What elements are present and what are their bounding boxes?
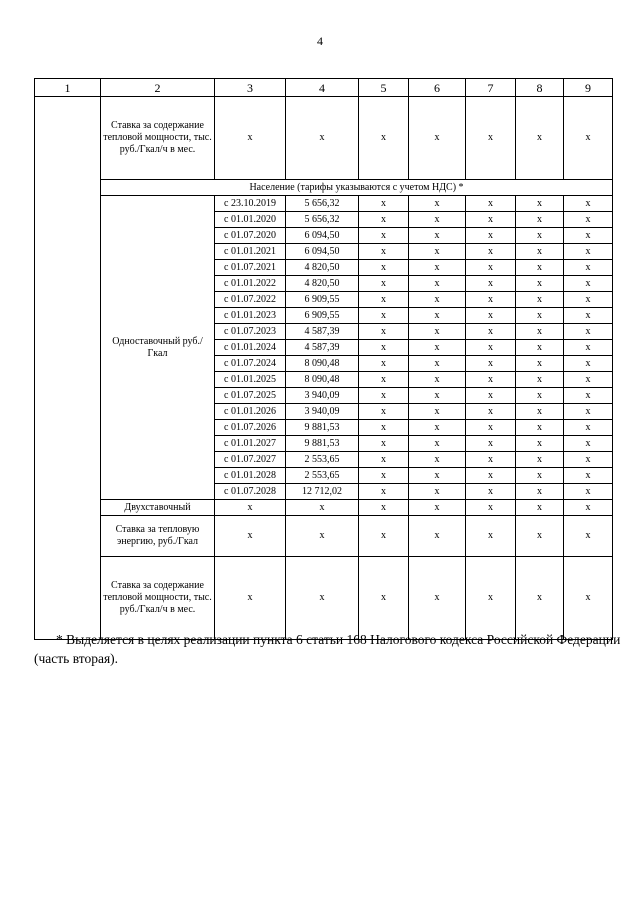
mark-cell: х [409, 557, 466, 640]
column-header: 2 [101, 79, 215, 97]
column-header: 8 [516, 79, 564, 97]
mark-cell: х [466, 436, 516, 452]
mark-cell: х [564, 244, 613, 260]
mark-cell: х [409, 356, 466, 372]
mark-cell: х [564, 356, 613, 372]
rate-value: 9 881,53 [286, 420, 359, 436]
mark-cell: х [564, 276, 613, 292]
mark-cell: х [466, 340, 516, 356]
mark-cell: х [359, 260, 409, 276]
mark-cell: х [466, 516, 516, 557]
mark-cell: х [564, 308, 613, 324]
rate-period: с 01.01.2021 [215, 244, 286, 260]
column-header: 9 [564, 79, 613, 97]
page-number: 4 [317, 34, 323, 48]
mark-cell: х [564, 388, 613, 404]
mark-cell: х [564, 260, 613, 276]
rate-period: с 01.07.2021 [215, 260, 286, 276]
mark-cell: х [466, 356, 516, 372]
rate-value: 5 656,32 [286, 212, 359, 228]
mark-cell: х [409, 260, 466, 276]
mark-cell: х [564, 340, 613, 356]
footnote: * Выделяется в целях реализации пункта 6 статьи 168 Налогового кодекса Российской Федерации (часть вторая). [34, 632, 621, 666]
mark-cell: х [516, 557, 564, 640]
rate-period: с 01.01.2024 [215, 340, 286, 356]
mark-cell: х [359, 324, 409, 340]
mark-cell: х [409, 516, 466, 557]
population-header: Население (тарифы указываются с учетом НДС) * [101, 180, 613, 196]
mark-cell: х [359, 356, 409, 372]
mark-cell: х [359, 340, 409, 356]
mark-cell: х [466, 500, 516, 516]
rate-period: с 01.01.2022 [215, 276, 286, 292]
mark-cell: х [564, 557, 613, 640]
mark-cell: х [359, 212, 409, 228]
mark-cell: х [564, 228, 613, 244]
mark-cell: х [466, 97, 516, 180]
mark-cell: х [564, 436, 613, 452]
mark-cell: х [359, 97, 409, 180]
mark-cell: х [516, 356, 564, 372]
mark-cell: х [516, 97, 564, 180]
mark-cell: х [409, 244, 466, 260]
mark-cell: х [409, 308, 466, 324]
mark-cell: х [564, 484, 613, 500]
mark-cell: х [564, 292, 613, 308]
mark-cell: х [516, 324, 564, 340]
mark-cell: х [466, 292, 516, 308]
mark-cell: х [409, 484, 466, 500]
mark-cell: х [466, 452, 516, 468]
mark-cell: х [516, 244, 564, 260]
mark-cell: х [286, 97, 359, 180]
mark-cell: х [215, 500, 286, 516]
mark-cell: х [564, 196, 613, 212]
rate-value: 8 090,48 [286, 372, 359, 388]
mark-cell: х [359, 516, 409, 557]
mark-cell: х [409, 404, 466, 420]
rate-value: 2 553,65 [286, 468, 359, 484]
mark-cell: х [516, 212, 564, 228]
mark-cell: х [466, 308, 516, 324]
mark-cell: х [466, 372, 516, 388]
mark-cell: х [359, 308, 409, 324]
mark-cell: х [409, 212, 466, 228]
mark-cell: х [215, 97, 286, 180]
mark-cell: х [286, 516, 359, 557]
rate-value: 12 712,02 [286, 484, 359, 500]
rate-value: 6 909,55 [286, 292, 359, 308]
rate-value: 3 940,09 [286, 404, 359, 420]
mark-cell: х [359, 244, 409, 260]
rate-value: 4 587,39 [286, 340, 359, 356]
mark-cell: х [286, 557, 359, 640]
mark-cell: х [466, 557, 516, 640]
tariff-table [34, 78, 613, 640]
mark-cell: х [359, 557, 409, 640]
mark-cell: х [564, 468, 613, 484]
rate-period: с 01.01.2026 [215, 404, 286, 420]
rate-value: 6 094,50 [286, 244, 359, 260]
mark-cell: х [409, 420, 466, 436]
two-part-label: Двухставочный [101, 500, 215, 516]
mark-cell: х [516, 484, 564, 500]
mark-cell: х [516, 372, 564, 388]
mark-cell: х [516, 468, 564, 484]
mark-cell: х [466, 388, 516, 404]
rate-period: с 01.07.2023 [215, 324, 286, 340]
mark-cell: х [409, 436, 466, 452]
mark-cell: х [359, 468, 409, 484]
mark-cell: х [564, 372, 613, 388]
mark-cell: х [409, 388, 466, 404]
mark-cell: х [516, 196, 564, 212]
rate-value: 6 094,50 [286, 228, 359, 244]
mark-cell: х [359, 420, 409, 436]
one-part-label: Одноставочный руб./Гкал [101, 196, 215, 500]
mark-cell: х [359, 500, 409, 516]
mark-cell: х [359, 196, 409, 212]
rate-period: с 01.01.2023 [215, 308, 286, 324]
mark-cell: х [409, 196, 466, 212]
mark-cell: х [564, 452, 613, 468]
table-row [35, 516, 613, 557]
table-row [35, 196, 613, 212]
mark-cell: х [286, 500, 359, 516]
group-cell [35, 97, 101, 640]
rate-period: с 01.07.2024 [215, 356, 286, 372]
mark-cell: х [409, 276, 466, 292]
mark-cell: х [466, 212, 516, 228]
rate-period: с 01.07.2025 [215, 388, 286, 404]
mark-cell: х [516, 516, 564, 557]
mark-cell: х [359, 276, 409, 292]
mark-cell: х [466, 228, 516, 244]
rate-value: 4 587,39 [286, 324, 359, 340]
mark-cell: х [359, 292, 409, 308]
rate-period: с 01.07.2026 [215, 420, 286, 436]
mark-cell: х [409, 228, 466, 244]
mark-cell: х [466, 468, 516, 484]
mark-cell: х [409, 500, 466, 516]
mark-cell: х [359, 372, 409, 388]
mark-cell: х [564, 516, 613, 557]
mark-cell: х [516, 228, 564, 244]
mark-cell: х [359, 452, 409, 468]
mark-cell: х [516, 260, 564, 276]
mark-cell: х [409, 340, 466, 356]
rate-period: с 01.01.2028 [215, 468, 286, 484]
mark-cell: х [359, 228, 409, 244]
rate-label: Ставка за содержание тепловой мощности, тыс. руб./Гкал/ч в мес. [101, 97, 215, 180]
mark-cell: х [466, 404, 516, 420]
mark-cell: х [409, 468, 466, 484]
mark-cell: х [516, 420, 564, 436]
rate-value: 2 553,65 [286, 452, 359, 468]
mark-cell: х [516, 452, 564, 468]
mark-cell: х [409, 292, 466, 308]
mark-cell: х [466, 484, 516, 500]
mark-cell: х [359, 388, 409, 404]
mark-cell: х [516, 500, 564, 516]
table-row [35, 500, 613, 516]
header-row [35, 79, 613, 97]
column-header: 6 [409, 79, 466, 97]
mark-cell: х [564, 420, 613, 436]
mark-cell: х [564, 324, 613, 340]
column-header: 4 [286, 79, 359, 97]
rate-value: 6 909,55 [286, 308, 359, 324]
mark-cell: х [564, 212, 613, 228]
mark-cell: х [466, 324, 516, 340]
rate-period: с 01.07.2022 [215, 292, 286, 308]
rate-period: с 01.01.2025 [215, 372, 286, 388]
mark-cell: х [215, 516, 286, 557]
mark-cell: х [215, 557, 286, 640]
energy-rate-label: Ставка за тепловую энергию, руб./Гкал [101, 516, 215, 557]
mark-cell: х [516, 292, 564, 308]
column-header: 7 [466, 79, 516, 97]
rate-value: 8 090,48 [286, 356, 359, 372]
mark-cell: х [409, 97, 466, 180]
rate-value: 4 820,50 [286, 260, 359, 276]
rate-period: с 23.10.2019 [215, 196, 286, 212]
table-row [35, 557, 613, 640]
mark-cell: х [359, 436, 409, 452]
mark-cell: х [564, 404, 613, 420]
column-header: 1 [35, 79, 101, 97]
mark-cell: х [516, 308, 564, 324]
mark-cell: х [564, 500, 613, 516]
rate-value: 4 820,50 [286, 276, 359, 292]
mark-cell: х [466, 244, 516, 260]
mark-cell: х [359, 404, 409, 420]
rate-period: с 01.07.2027 [215, 452, 286, 468]
mark-cell: х [516, 436, 564, 452]
mark-cell: х [516, 276, 564, 292]
rate-value: 5 656,32 [286, 196, 359, 212]
mark-cell: х [466, 276, 516, 292]
mark-cell: х [409, 372, 466, 388]
mark-cell: х [466, 196, 516, 212]
mark-cell: х [564, 97, 613, 180]
mark-cell: х [409, 452, 466, 468]
rate-period: с 01.07.2028 [215, 484, 286, 500]
mark-cell: х [359, 484, 409, 500]
section-header-row [35, 180, 613, 196]
mark-cell: х [466, 420, 516, 436]
mark-cell: х [516, 404, 564, 420]
rate-period: с 01.01.2027 [215, 436, 286, 452]
table-row [35, 97, 613, 180]
rate-value: 3 940,09 [286, 388, 359, 404]
rate-value: 9 881,53 [286, 436, 359, 452]
column-header: 3 [215, 79, 286, 97]
rate-period: с 01.01.2020 [215, 212, 286, 228]
column-header: 5 [359, 79, 409, 97]
capacity-rate-label: Ставка за содержание тепловой мощности, тыс. руб./Гкал/ч в мес. [101, 557, 215, 640]
rate-period: с 01.07.2020 [215, 228, 286, 244]
mark-cell: х [516, 340, 564, 356]
mark-cell: х [409, 324, 466, 340]
mark-cell: х [466, 260, 516, 276]
mark-cell: х [516, 388, 564, 404]
